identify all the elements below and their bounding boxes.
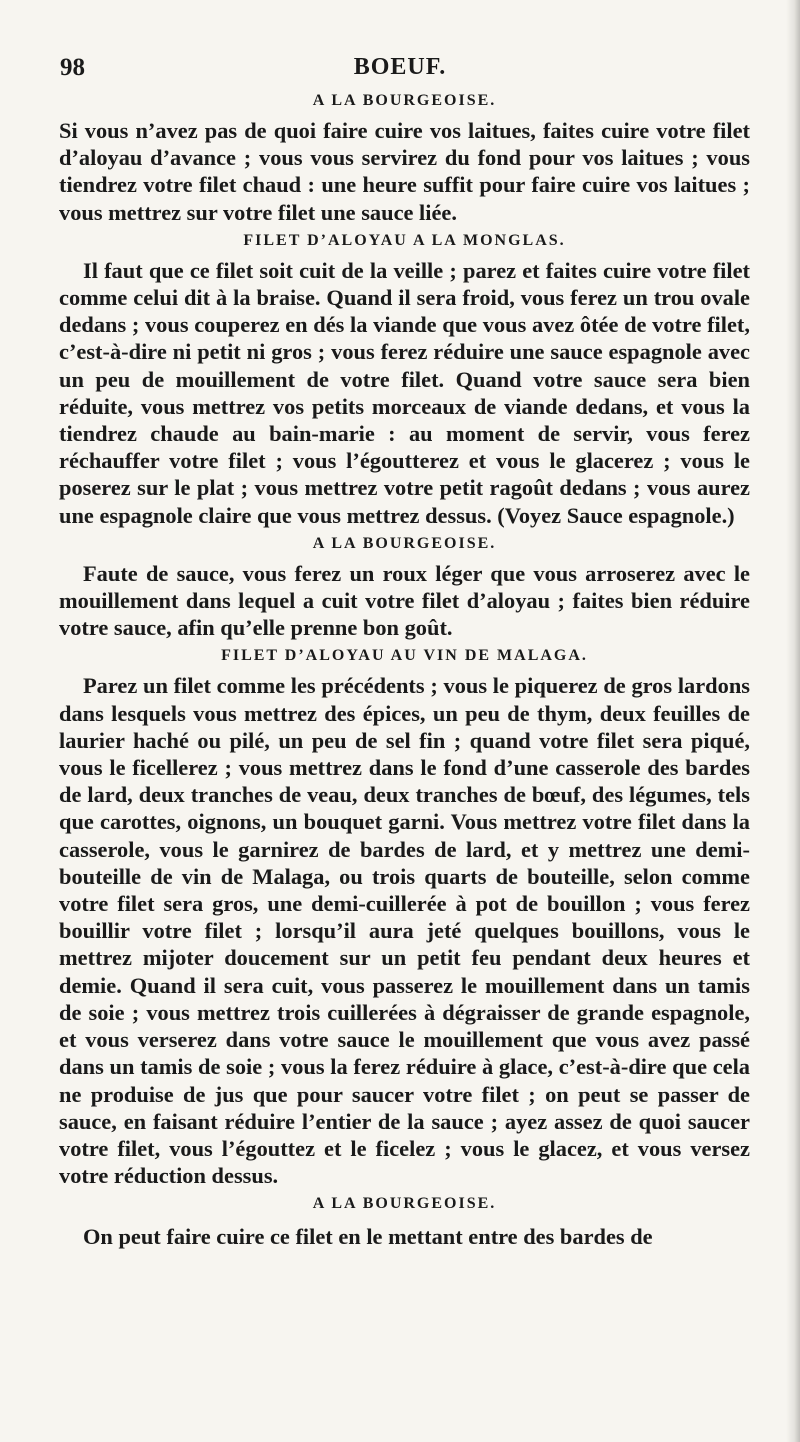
running-head: BOEUF. <box>353 54 447 80</box>
section-heading: A LA BOURGEOISE. <box>312 92 497 109</box>
page-body <box>59 86 750 1251</box>
page-edge-shadow <box>786 0 800 1442</box>
page-number: 98 <box>60 54 85 81</box>
paragraph: On peut faire cuire ce filet en le mettant entre des bardes de <box>83 1224 653 1250</box>
section-heading: A LA BOURGEOISE. <box>312 1195 497 1213</box>
paragraph: Si vous n’avez pas de quoi faire cuire vos laitues, faites cuire votre filet d’aloyau d’avance ; vous vous servirez du fond pour vos laitues ; vous tiendrez votre filet chaud : une heure suffit pour faire cuire vos laitues ; vous mettrez sur votre filet une sauce liée. <box>59 118 750 225</box>
section-heading: A LA BOURGEOISE. <box>312 534 497 552</box>
section-heading: FILET D’ALOYAU A LA MONGLAS. <box>243 231 566 249</box>
paragraph: Parez un filet comme les précédents ; vous le piquerez de gros lardons dans lesquels vous mettrez des épices, un peu de thym, deux feuilles de laurier haché ou pilé, un peu de sel fin ; quand votre filet sera piqué, vous le ficellerez ; vous mettrez dans le fond d’une casserole des bardes de lard, deux tranches de veau, deux tranches de bœuf, des légumes, tels que carottes, oignons, un bouquet garni. Vous mettrez votre filet dans la casserole, vous le garnirez de bardes de lard, et y mettrez une demi-bouteille de vin de Malaga, ou trois quarts de bouteille, selon comme votre filet sera gros, une demi-cuillerée à pot de bouillon ; vous ferez bouillir votre filet ; lorsqu’il aura jeté quelques bouillons, vous le mettrez mijoter doucement sur un petit feu pendant deux heures et demie. Quand il sera cuit, vous passerez le mouillement dans un tamis de soie ; vous mettrez trois cuillerées à dégraisser de grande espagnole, et vous verserez dans votre sauce le mouillement que vous avez passé dans un tamis de soie ; vous la ferez réduire à glace, c’est-à-dire que cela ne produise de jus que pour saucer votre filet ; on peut se passer de sauce, en faisant réduire l’entier de la sauce ; ayez assez de quoi saucer votre filet, vous l’égouttez et le ficelez ; vous le glacez, et vous versez votre réduction dessus. <box>59 673 750 1189</box>
section-heading: FILET D’ALOYAU AU VIN DE MALAGA. <box>221 647 588 665</box>
paragraph: Il faut que ce filet soit cuit de la veille ; parez et faites cuire votre filet comme celui dit à la braise. Quand il sera froid, vous ferez un trou ovale dedans ; vous couperez en dés la viande que vous avez ôtée de votre filet, c’est-à-dire ni petit ni gros ; vous ferez réduire une sauce espagnole avec un peu de mouillement de votre filet. Quand votre sauce sera bien réduite, vous mettrez vos petits morceaux de viande dedans, et vous la tiendrez chaude au bain-marie : au moment de servir, vous ferez réchauffer votre filet ; vous l’égoutterez et vous le glacerez ; vous le poserez sur le plat ; vous mettrez votre petit ragoût dedans ; vous aurez une espagnole claire que vous mettrez dessus. (Voyez Sauce espagnole.) <box>59 257 750 528</box>
paragraph: Faute de sauce, vous ferez un roux léger que vous arroserez avec le mouillement dans lequel a cuit votre filet d’aloyau ; faites bien réduire votre sauce, afin qu’elle prenne bon goût. <box>59 560 750 641</box>
